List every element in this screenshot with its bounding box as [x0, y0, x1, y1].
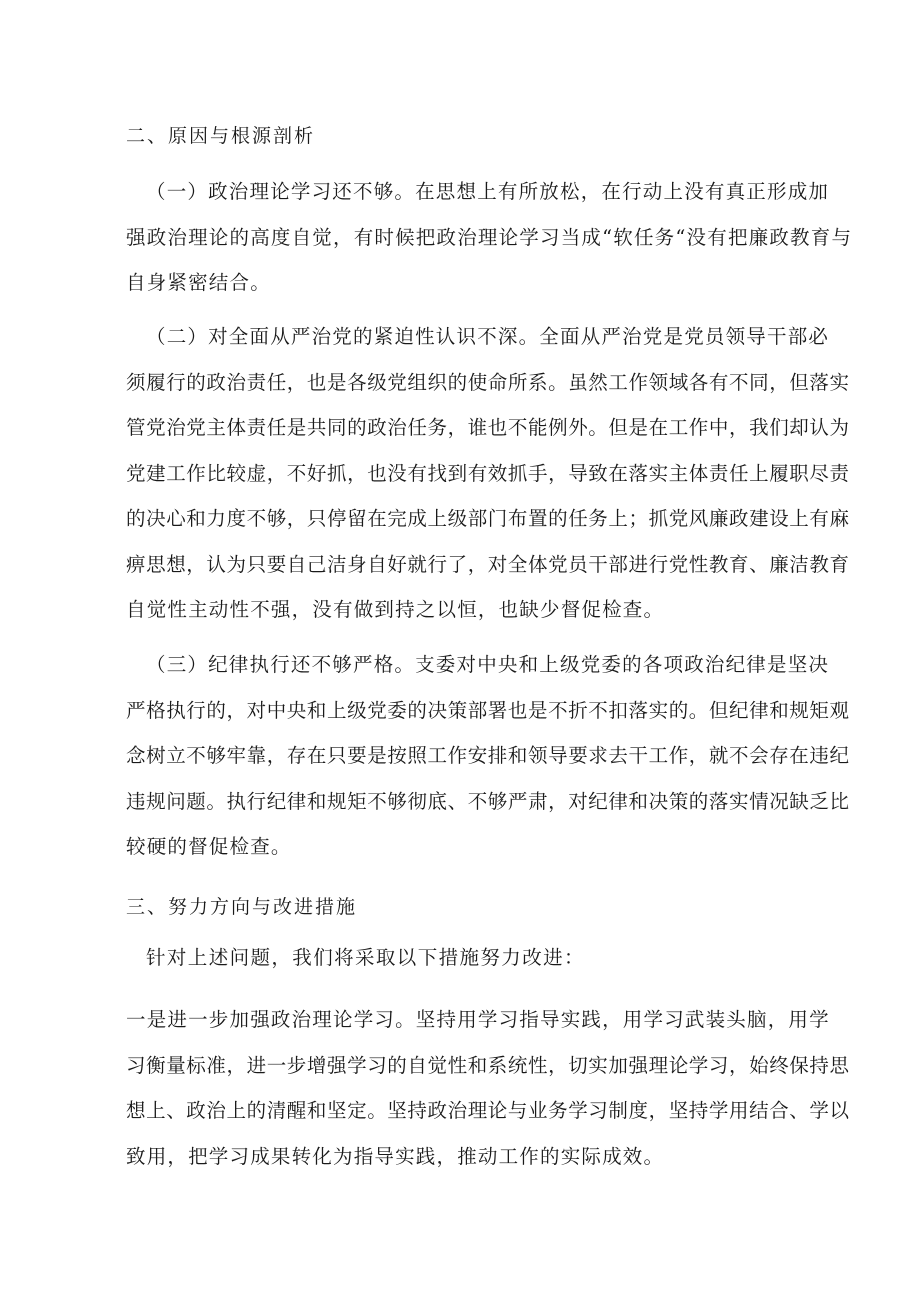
- paragraph-line: 想上、政治上的清醒和坚定。坚持政治理论与业务学习制度，坚持学用结合、学以: [126, 1099, 850, 1122]
- paragraph-line: （三）纪律执行还不够严格。支委对中央和上级党委的各项政治纪律是坚决: [146, 653, 830, 676]
- paragraph-line: 习衡量标准，进一步增强学习的自觉性和系统性，切实加强理论学习，始终保持思: [126, 1053, 850, 1077]
- paragraph-line: 自觉性主动性不强，没有做到持之以恒，也缺少督促检查。: [126, 598, 665, 621]
- paragraph-discipline: [126, 642, 856, 870]
- paragraph-line: 自身紧密结合。: [126, 271, 271, 294]
- paragraph-line: 致用，把学习成果转化为指导实践，推动工作的实际成效。: [126, 1144, 665, 1168]
- paragraph-line: 违规问题。执行纪律和规矩不够彻底、不够严肃，对纪律和决策的落实情况缺乏比: [126, 789, 850, 813]
- paragraph-line: 念树立不够牢靠，存在只要是按照工作安排和领导要求去干工作，就不会存在违纪: [126, 744, 850, 767]
- paragraph-line: 严格执行的，对中央和上级党委的决策部署也是不折不扣落实的。但纪律和规矩观: [126, 698, 850, 722]
- paragraph-political-theory: [126, 169, 856, 306]
- paragraph-line: 党建工作比较虚，不好抓，也没有找到有效抓手，导致在落实主体责任上履职尽责: [126, 461, 850, 485]
- paragraph-line: 一是进一步加强政治理论学习。坚持用学习指导实践，用学习武装头脑，用学: [126, 1008, 830, 1031]
- paragraph-line: （二）对全面从严治党的紧迫性认识不深。全面从严治党是党员领导干部必: [146, 325, 830, 348]
- paragraph-measure-one: [126, 997, 856, 1179]
- section-heading-3: 三、努力方向与改进措施: [126, 896, 358, 918]
- paragraph-line: 痹思想，认为只要自己洁身自好就行了，对全体党员干部进行党性教育、廉洁教育: [126, 552, 850, 576]
- paragraph-line: 强政治理论的高度自觉，有时候把政治理论学习当成“软任务“没有把廉政教育与: [126, 225, 853, 249]
- section-intro: 针对上述问题，我们将采取以下措施努力改进：: [146, 946, 585, 969]
- section-heading-2: 二、原因与根源剖析: [126, 125, 316, 147]
- paragraph-line: （一）政治理论学习还不够。在思想上有所放松，在行动上没有真正形成加: [146, 180, 830, 203]
- paragraph-party-governance: [126, 314, 856, 633]
- paragraph-line: 管党治党主体责任是共同的政治任务，谁也不能例外。但是在工作中，我们却认为: [126, 416, 850, 439]
- paragraph-line: 的决心和力度不够，只停留在完成上级部门布置的任务上；抓党风廉政建设上有麻: [126, 507, 850, 530]
- paragraph-line: 较硬的督促检查。: [126, 835, 292, 858]
- paragraph-line: 须履行的政治责任，也是各级党组织的使命所系。虽然工作领域各有不同，但落实: [126, 370, 850, 394]
